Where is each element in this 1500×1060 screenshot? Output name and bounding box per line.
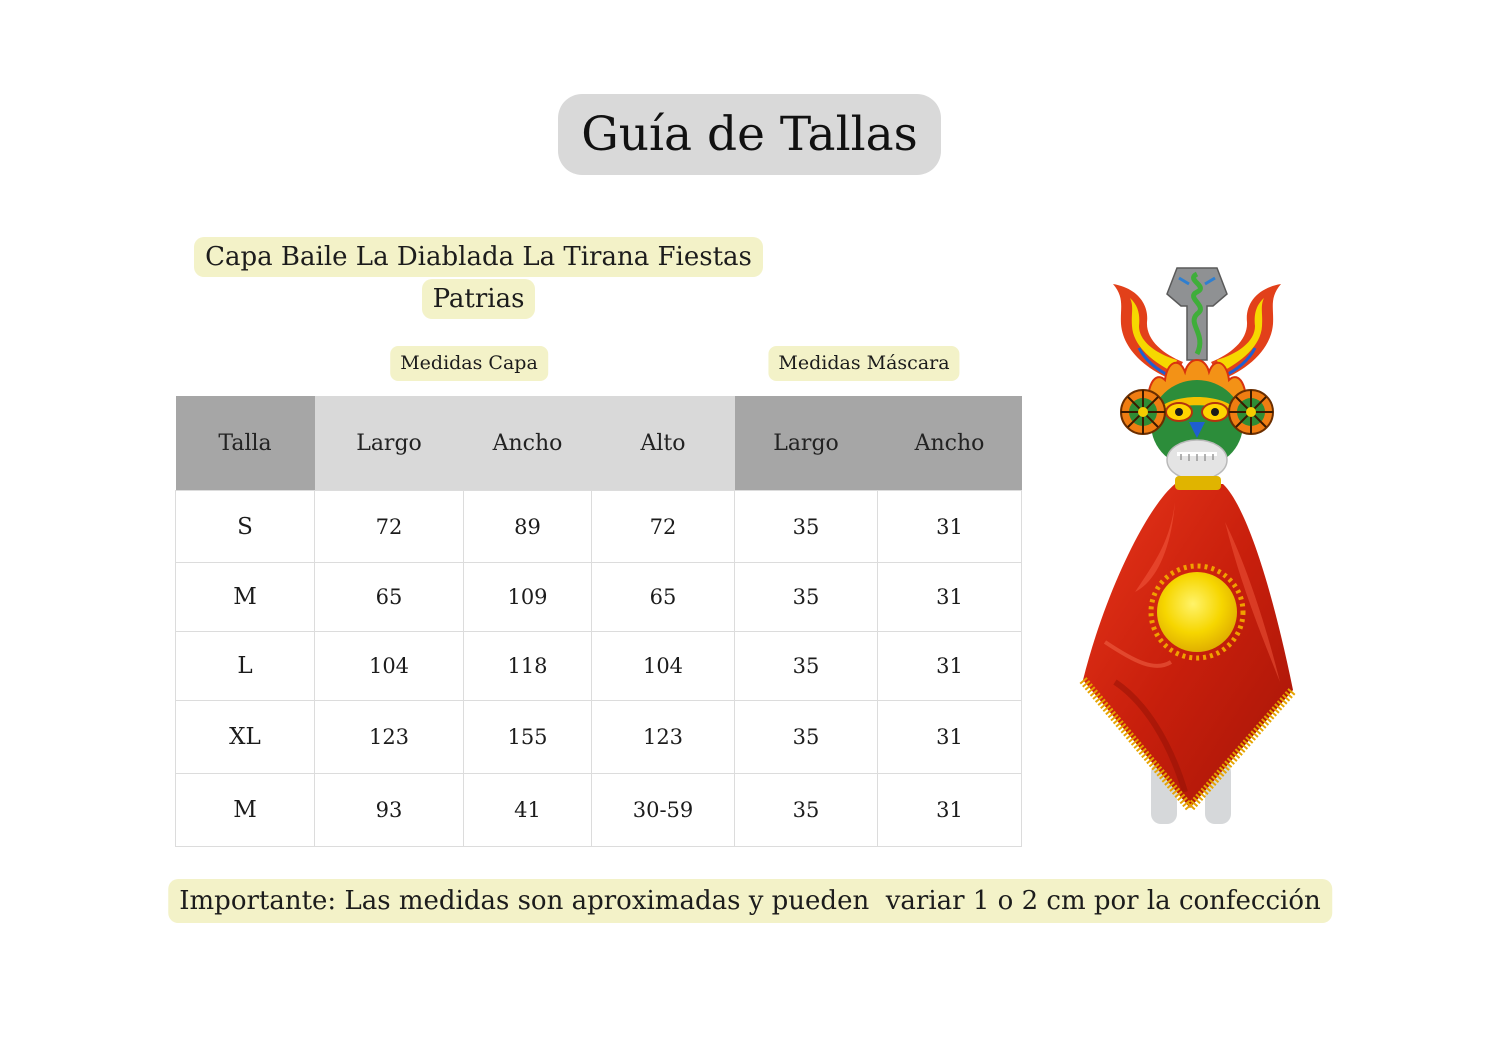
mascara-ancho-cell: 31 [878,632,1022,701]
table-row [176,563,1022,632]
diablada-mask [1113,268,1281,490]
capa-largo-cell: 65 [315,563,464,632]
table-row [176,491,1022,563]
header-mascara-largo: Largo [735,396,878,491]
capa-ancho-cell: 118 [464,632,592,701]
mascara-largo-cell: 35 [735,632,878,701]
capa-largo-cell: 123 [315,701,464,774]
size-cell: S [176,491,315,563]
diablada-costume-icon [1075,262,1300,828]
mascara-ancho-cell: 31 [878,701,1022,774]
capa-ancho-cell: 155 [464,701,592,774]
size-cell: M [176,563,315,632]
size-cell: M [176,774,315,847]
size-table [175,396,1022,847]
disclaimer-note: Importante: Las medidas son aproximadas y pueden variar 1 o 2 cm por la confección [168,879,1332,923]
header-capa-largo: Largo [315,396,464,491]
capa-alto-cell: 65 [592,563,735,632]
capa-ancho-cell: 109 [464,563,592,632]
group-label-mascara: Medidas Máscara [768,346,959,381]
header-mascara-ancho: Ancho [878,396,1022,491]
mascara-largo-cell: 35 [735,701,878,774]
header-capa-ancho: Ancho [464,396,592,491]
capa-largo-cell: 93 [315,774,464,847]
capa-largo-cell: 104 [315,632,464,701]
mascara-largo-cell: 35 [735,563,878,632]
table-header-row [176,396,1022,491]
capa-alto-cell: 30-59 [592,774,735,847]
size-cell: XL [176,701,315,774]
capa-ancho-cell: 41 [464,774,592,847]
product-title [176,236,781,320]
mascara-ancho-cell: 31 [878,774,1022,847]
mascara-largo-cell: 35 [735,774,878,847]
mascara-ancho-cell: 31 [878,491,1022,563]
capa-alto-cell: 72 [592,491,735,563]
capa-alto-cell: 104 [592,632,735,701]
header-capa-alto: Alto [592,396,735,491]
mascara-ancho-cell: 31 [878,563,1022,632]
capa-ancho-cell: 89 [464,491,592,563]
size-cell: L [176,632,315,701]
table-row [176,632,1022,701]
header-talla: Talla [176,396,315,491]
table-row [176,774,1022,847]
mascara-largo-cell: 35 [735,491,878,563]
table-row [176,701,1022,774]
group-label-capa: Medidas Capa [390,346,548,381]
product-title-text: Capa Baile La Diablada La Tirana Fiestas Patrias [194,237,763,319]
capa-alto-cell: 123 [592,701,735,774]
capa-largo-cell: 72 [315,491,464,563]
page-title: Guía de Tallas [558,94,941,175]
